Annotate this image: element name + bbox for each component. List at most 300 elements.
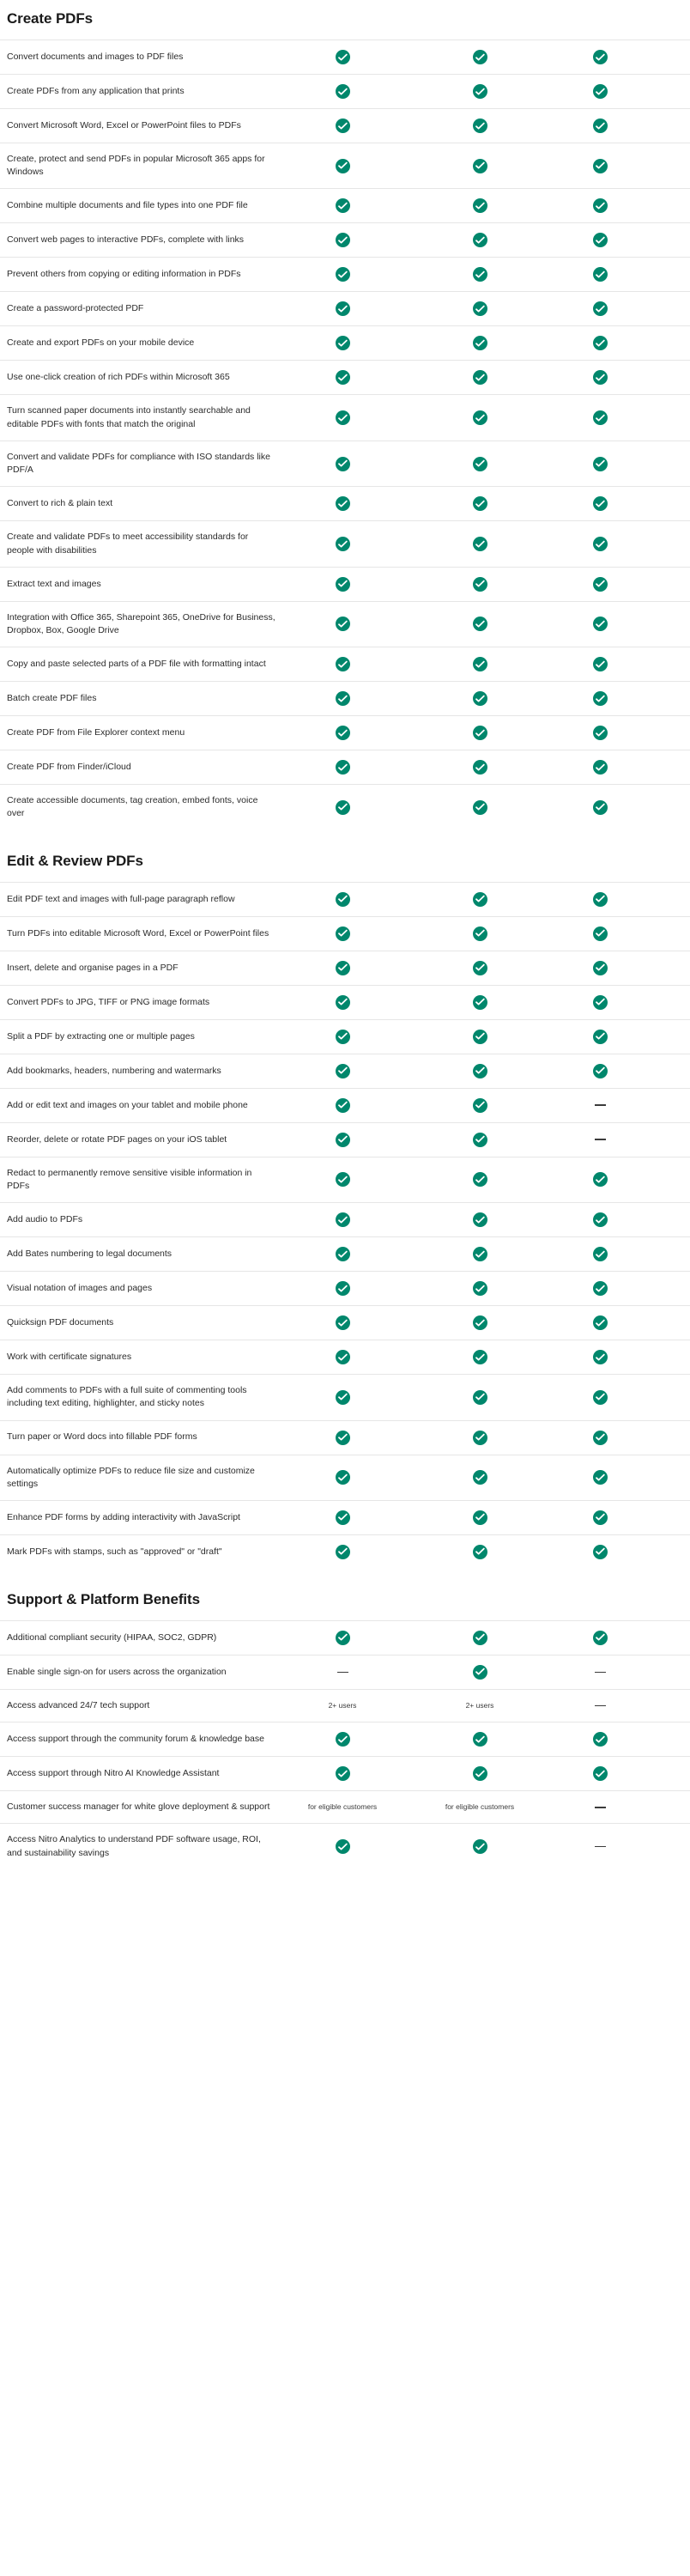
check-circle-icon <box>473 1098 487 1113</box>
availability-cell <box>554 361 690 395</box>
section-title: Support & Platform Benefits <box>7 1590 200 1607</box>
feature-label: Convert Microsoft Word, Excel or PowerPoint files to PDFs <box>0 109 283 143</box>
availability-cell <box>419 647 554 682</box>
check-circle-icon <box>473 760 487 775</box>
table-row <box>0 951 690 985</box>
availability-cell <box>419 567 554 601</box>
table-row <box>0 189 690 223</box>
check-circle-icon <box>593 50 608 64</box>
availability-cell <box>554 916 690 951</box>
availability-cell <box>554 1019 690 1054</box>
check-circle-icon <box>336 410 350 425</box>
table-row <box>0 109 690 143</box>
check-circle-icon <box>336 50 350 64</box>
feature-label: Visual notation of images and pages <box>0 1272 283 1306</box>
availability-cell <box>419 1655 554 1689</box>
availability-cell <box>419 916 554 951</box>
feature-label: Extract text and images <box>0 567 283 601</box>
check-circle-icon <box>473 892 487 907</box>
table-row <box>0 985 690 1019</box>
availability-cell <box>554 1306 690 1340</box>
availability-cell <box>554 40 690 75</box>
feature-label: Convert web pages to interactive PDFs, complete with links <box>0 223 283 258</box>
availability-cell <box>419 1306 554 1340</box>
check-circle-icon <box>336 1315 350 1330</box>
availability-cell <box>554 521 690 567</box>
availability-cell <box>283 109 419 143</box>
check-circle-icon <box>473 995 487 1010</box>
check-circle-icon <box>593 1064 608 1078</box>
check-circle-icon <box>473 1631 487 1645</box>
table-row <box>0 750 690 785</box>
availability-cell <box>419 1203 554 1237</box>
availability-cell <box>554 1237 690 1272</box>
table-row <box>0 1237 690 1272</box>
availability-cell <box>283 750 419 785</box>
check-circle-icon <box>473 1510 487 1525</box>
check-circle-icon <box>473 50 487 64</box>
check-circle-icon <box>336 1064 350 1078</box>
feature-label: Add bookmarks, headers, numbering and watermarks <box>0 1054 283 1088</box>
check-circle-icon <box>336 1172 350 1187</box>
availability-cell <box>419 109 554 143</box>
check-circle-icon <box>336 577 350 592</box>
table-row <box>0 1620 690 1655</box>
feature-table <box>0 882 690 1569</box>
availability-cell <box>283 882 419 916</box>
availability-cell <box>554 1534 690 1569</box>
check-circle-icon <box>593 1631 608 1645</box>
availability-cell <box>419 521 554 567</box>
table-row <box>0 882 690 916</box>
availability-cell <box>554 143 690 189</box>
availability-cell <box>419 361 554 395</box>
check-circle-icon <box>593 657 608 671</box>
check-circle-icon <box>473 1247 487 1261</box>
availability-cell <box>419 1722 554 1757</box>
availability-cell <box>419 682 554 716</box>
check-circle-icon <box>336 1732 350 1747</box>
feature-label: Create and validate PDFs to meet accessibility standards for people with disabilities <box>0 521 283 567</box>
feature-label: Create and export PDFs on your mobile device <box>0 326 283 361</box>
availability-cell <box>419 716 554 750</box>
section-title: Edit & Review PDFs <box>7 852 143 869</box>
check-circle-icon <box>593 892 608 907</box>
feature-label: Quicksign PDF documents <box>0 1306 283 1340</box>
feature-label: Turn scanned paper documents into instantly searchable and editable PDFs with fonts that match the original <box>0 395 283 440</box>
availability-cell <box>283 189 419 223</box>
check-circle-icon <box>473 1030 487 1044</box>
check-circle-icon <box>593 1431 608 1445</box>
check-circle-icon <box>593 1281 608 1296</box>
em-dash-icon <box>595 1846 606 1848</box>
table-row <box>0 1306 690 1340</box>
availability-cell <box>283 1054 419 1088</box>
feature-label: Mark PDFs with stamps, such as "approved" or "draft" <box>0 1534 283 1569</box>
feature-label: Use one-click creation of rich PDFs within Microsoft 365 <box>0 361 283 395</box>
availability-cell <box>554 258 690 292</box>
availability-cell <box>419 1455 554 1500</box>
check-circle-icon <box>473 1390 487 1405</box>
availability-cell <box>283 1375 419 1420</box>
em-dash-icon <box>595 1705 606 1707</box>
check-circle-icon <box>336 336 350 350</box>
availability-cell <box>554 1088 690 1122</box>
check-circle-icon <box>336 800 350 815</box>
availability-cell <box>419 487 554 521</box>
check-circle-icon <box>473 800 487 815</box>
check-circle-icon <box>593 927 608 941</box>
availability-cell <box>283 1237 419 1272</box>
check-circle-icon <box>593 410 608 425</box>
check-circle-icon <box>593 1390 608 1405</box>
feature-label: Convert PDFs to JPG, TIFF or PNG image formats <box>0 985 283 1019</box>
check-circle-icon <box>336 1545 350 1559</box>
availability-cell <box>554 1272 690 1306</box>
feature-label: Prevent others from copying or editing information in PDFs <box>0 258 283 292</box>
feature-label: Add Bates numbering to legal documents <box>0 1237 283 1272</box>
check-circle-icon <box>593 1172 608 1187</box>
table-row <box>0 1157 690 1202</box>
check-circle-icon <box>336 617 350 631</box>
check-circle-icon <box>473 726 487 740</box>
table-row <box>0 916 690 951</box>
feature-label: Access support through Nitro AI Knowledge Assistant <box>0 1757 283 1791</box>
table-row <box>0 258 690 292</box>
availability-cell <box>419 75 554 109</box>
availability-cell <box>283 601 419 647</box>
availability-cell <box>419 189 554 223</box>
section <box>0 1569 690 1869</box>
check-circle-icon <box>593 267 608 282</box>
availability-cell <box>419 1340 554 1375</box>
availability-cell <box>554 1203 690 1237</box>
feature-label: Create a password-protected PDF <box>0 292 283 326</box>
availability-cell <box>554 1824 690 1869</box>
availability-cell <box>283 567 419 601</box>
check-circle-icon <box>336 1431 350 1445</box>
availability-cell <box>554 292 690 326</box>
availability-cell <box>419 1824 554 1869</box>
availability-cell <box>283 361 419 395</box>
availability-cell <box>554 1722 690 1757</box>
availability-cell <box>283 1455 419 1500</box>
check-circle-icon <box>473 927 487 941</box>
availability-cell <box>283 1620 419 1655</box>
table-row <box>0 1122 690 1157</box>
section-title: Create PDFs <box>7 10 93 27</box>
check-circle-icon <box>593 1510 608 1525</box>
table-row <box>0 40 690 75</box>
table-row <box>0 395 690 440</box>
check-circle-icon <box>473 159 487 173</box>
availability-cell <box>419 440 554 486</box>
availability-cell <box>554 440 690 486</box>
check-circle-icon <box>473 657 487 671</box>
check-circle-icon <box>473 410 487 425</box>
check-circle-icon <box>473 1133 487 1147</box>
table-row <box>0 1757 690 1791</box>
table-row <box>0 143 690 189</box>
feature-label: Convert and validate PDFs for compliance with ISO standards like PDF/A <box>0 440 283 486</box>
availability-cell <box>554 951 690 985</box>
availability-cell <box>419 292 554 326</box>
availability-cell <box>283 223 419 258</box>
availability-cell <box>419 1272 554 1306</box>
feature-label: Turn PDFs into editable Microsoft Word, Excel or PowerPoint files <box>0 916 283 951</box>
availability-cell <box>283 1420 419 1455</box>
availability-cell <box>554 223 690 258</box>
availability-cell <box>283 1157 419 1202</box>
check-circle-icon <box>336 995 350 1010</box>
availability-cell <box>419 1791 554 1824</box>
check-circle-icon <box>593 496 608 511</box>
check-circle-icon <box>473 1545 487 1559</box>
availability-cell <box>283 521 419 567</box>
availability-cell <box>419 1620 554 1655</box>
em-dash-icon <box>595 1672 606 1674</box>
feature-label: Work with certificate signatures <box>0 1340 283 1375</box>
availability-cell <box>554 1455 690 1500</box>
check-circle-icon <box>473 1431 487 1445</box>
feature-label: Create PDF from Finder/iCloud <box>0 750 283 785</box>
availability-cell <box>554 1620 690 1655</box>
section <box>0 830 690 1569</box>
check-circle-icon <box>473 1172 487 1187</box>
availability-cell <box>283 1340 419 1375</box>
em-dash-icon <box>595 1139 606 1140</box>
check-circle-icon <box>593 1470 608 1485</box>
check-circle-icon <box>593 233 608 247</box>
availability-cell <box>283 75 419 109</box>
availability-cell <box>419 785 554 830</box>
check-circle-icon <box>473 1212 487 1227</box>
feature-label: Copy and paste selected parts of a PDF file with formatting intact <box>0 647 283 682</box>
table-row <box>0 1272 690 1306</box>
availability-cell <box>554 189 690 223</box>
check-circle-icon <box>473 198 487 213</box>
check-circle-icon <box>336 1247 350 1261</box>
availability-cell <box>554 716 690 750</box>
table-row <box>0 1420 690 1455</box>
table-row <box>0 1019 690 1054</box>
cell-note: for eligible customers <box>307 1802 378 1812</box>
table-row <box>0 1824 690 1869</box>
availability-cell <box>554 1689 690 1722</box>
check-circle-icon <box>473 1281 487 1296</box>
table-row <box>0 1689 690 1722</box>
check-circle-icon <box>336 84 350 99</box>
feature-label: Batch create PDF files <box>0 682 283 716</box>
availability-cell <box>419 143 554 189</box>
check-circle-icon <box>336 1839 350 1854</box>
table-row <box>0 292 690 326</box>
check-circle-icon <box>593 457 608 471</box>
table-row <box>0 1534 690 1569</box>
feature-label: Create accessible documents, tag creation, embed fonts, voice over <box>0 785 283 830</box>
check-circle-icon <box>473 267 487 282</box>
em-dash-icon <box>337 1672 348 1674</box>
availability-cell <box>283 292 419 326</box>
check-circle-icon <box>593 336 608 350</box>
check-circle-icon <box>336 691 350 706</box>
table-row <box>0 440 690 486</box>
feature-label: Enable single sign-on for users across the organization <box>0 1655 283 1689</box>
cell-note: 2+ users <box>465 1701 494 1710</box>
availability-cell <box>283 143 419 189</box>
table-row <box>0 1791 690 1824</box>
availability-cell <box>283 1534 419 1569</box>
check-circle-icon <box>336 726 350 740</box>
check-circle-icon <box>336 457 350 471</box>
availability-cell <box>283 951 419 985</box>
check-circle-icon <box>336 301 350 316</box>
availability-cell <box>554 750 690 785</box>
check-circle-icon <box>593 1766 608 1781</box>
availability-cell <box>554 647 690 682</box>
availability-cell <box>283 716 419 750</box>
availability-cell <box>419 1237 554 1272</box>
check-circle-icon <box>336 537 350 551</box>
feature-label: Edit PDF text and images with full-page paragraph reflow <box>0 882 283 916</box>
check-circle-icon <box>336 657 350 671</box>
check-circle-icon <box>473 1839 487 1854</box>
check-circle-icon <box>473 1064 487 1078</box>
check-circle-icon <box>593 1247 608 1261</box>
check-circle-icon <box>593 577 608 592</box>
check-circle-icon <box>593 84 608 99</box>
availability-cell <box>554 1054 690 1088</box>
check-circle-icon <box>473 537 487 551</box>
check-circle-icon <box>336 198 350 213</box>
check-circle-icon <box>593 1030 608 1044</box>
availability-cell <box>554 1122 690 1157</box>
check-circle-icon <box>336 496 350 511</box>
check-circle-icon <box>336 159 350 173</box>
availability-cell <box>283 1757 419 1791</box>
check-circle-icon <box>473 1315 487 1330</box>
availability-cell <box>283 1272 419 1306</box>
feature-label: Create PDFs from any application that prints <box>0 75 283 109</box>
availability-cell <box>283 916 419 951</box>
check-circle-icon <box>336 1212 350 1227</box>
availability-cell <box>554 601 690 647</box>
check-circle-icon <box>593 1732 608 1747</box>
availability-cell <box>554 682 690 716</box>
availability-cell <box>554 1340 690 1375</box>
check-circle-icon <box>336 1631 350 1645</box>
feature-label: Additional compliant security (HIPAA, SOC2, GDPR) <box>0 1620 283 1655</box>
availability-cell <box>419 326 554 361</box>
availability-cell <box>419 951 554 985</box>
check-circle-icon <box>593 995 608 1010</box>
check-circle-icon <box>336 1098 350 1113</box>
availability-cell <box>283 258 419 292</box>
check-circle-icon <box>336 892 350 907</box>
check-circle-icon <box>593 1212 608 1227</box>
check-circle-icon <box>336 760 350 775</box>
availability-cell <box>419 882 554 916</box>
table-row <box>0 361 690 395</box>
check-circle-icon <box>473 118 487 133</box>
check-circle-icon <box>336 1030 350 1044</box>
cell-note: for eligible customers <box>445 1802 515 1812</box>
availability-cell <box>554 985 690 1019</box>
table-row <box>0 1375 690 1420</box>
availability-cell <box>283 785 419 830</box>
table-row <box>0 521 690 567</box>
check-circle-icon <box>473 961 487 975</box>
check-circle-icon <box>593 961 608 975</box>
availability-cell <box>419 1500 554 1534</box>
check-circle-icon <box>593 691 608 706</box>
check-circle-icon <box>473 336 487 350</box>
feature-label: Access Nitro Analytics to understand PDF software usage, ROI, and sustainability savings <box>0 1824 283 1869</box>
availability-cell <box>419 1157 554 1202</box>
availability-cell <box>283 40 419 75</box>
availability-cell <box>419 223 554 258</box>
section <box>0 0 690 830</box>
check-circle-icon <box>336 233 350 247</box>
check-circle-icon <box>593 760 608 775</box>
check-circle-icon <box>336 118 350 133</box>
availability-cell <box>419 1054 554 1088</box>
feature-label: Add or edit text and images on your tablet and mobile phone <box>0 1088 283 1122</box>
check-circle-icon <box>336 927 350 941</box>
feature-label: Add comments to PDFs with a full suite of commenting tools including text editing, highlighter, and sticky notes <box>0 1375 283 1420</box>
table-row <box>0 785 690 830</box>
check-circle-icon <box>336 1510 350 1525</box>
feature-label: Redact to permanently remove sensitive visible information in PDFs <box>0 1157 283 1202</box>
availability-cell <box>419 750 554 785</box>
availability-cell <box>283 682 419 716</box>
table-row <box>0 223 690 258</box>
availability-cell <box>419 1122 554 1157</box>
check-circle-icon <box>473 457 487 471</box>
availability-cell <box>419 1375 554 1420</box>
check-circle-icon <box>336 1133 350 1147</box>
availability-cell <box>419 258 554 292</box>
availability-cell <box>419 1019 554 1054</box>
check-circle-icon <box>336 1470 350 1485</box>
check-circle-icon <box>473 1766 487 1781</box>
feature-label: Insert, delete and organise pages in a PDF <box>0 951 283 985</box>
availability-cell <box>419 40 554 75</box>
check-circle-icon <box>593 198 608 213</box>
availability-cell <box>283 395 419 440</box>
table-row <box>0 1655 690 1689</box>
feature-label: Access support through the community forum & knowledge base <box>0 1722 283 1757</box>
feature-label: Turn paper or Word docs into fillable PDF forms <box>0 1420 283 1455</box>
check-circle-icon <box>473 577 487 592</box>
table-row <box>0 75 690 109</box>
availability-cell <box>554 75 690 109</box>
table-row <box>0 601 690 647</box>
check-circle-icon <box>593 800 608 815</box>
availability-cell <box>283 1824 419 1869</box>
check-circle-icon <box>593 1545 608 1559</box>
feature-label: Add audio to PDFs <box>0 1203 283 1237</box>
availability-cell <box>419 1689 554 1722</box>
feature-label: Split a PDF by extracting one or multiple pages <box>0 1019 283 1054</box>
feature-label: Enhance PDF forms by adding interactivity with JavaScript <box>0 1500 283 1534</box>
table-row <box>0 716 690 750</box>
table-row <box>0 1500 690 1534</box>
check-circle-icon <box>473 1665 487 1680</box>
table-row <box>0 647 690 682</box>
availability-cell <box>283 487 419 521</box>
table-row <box>0 682 690 716</box>
